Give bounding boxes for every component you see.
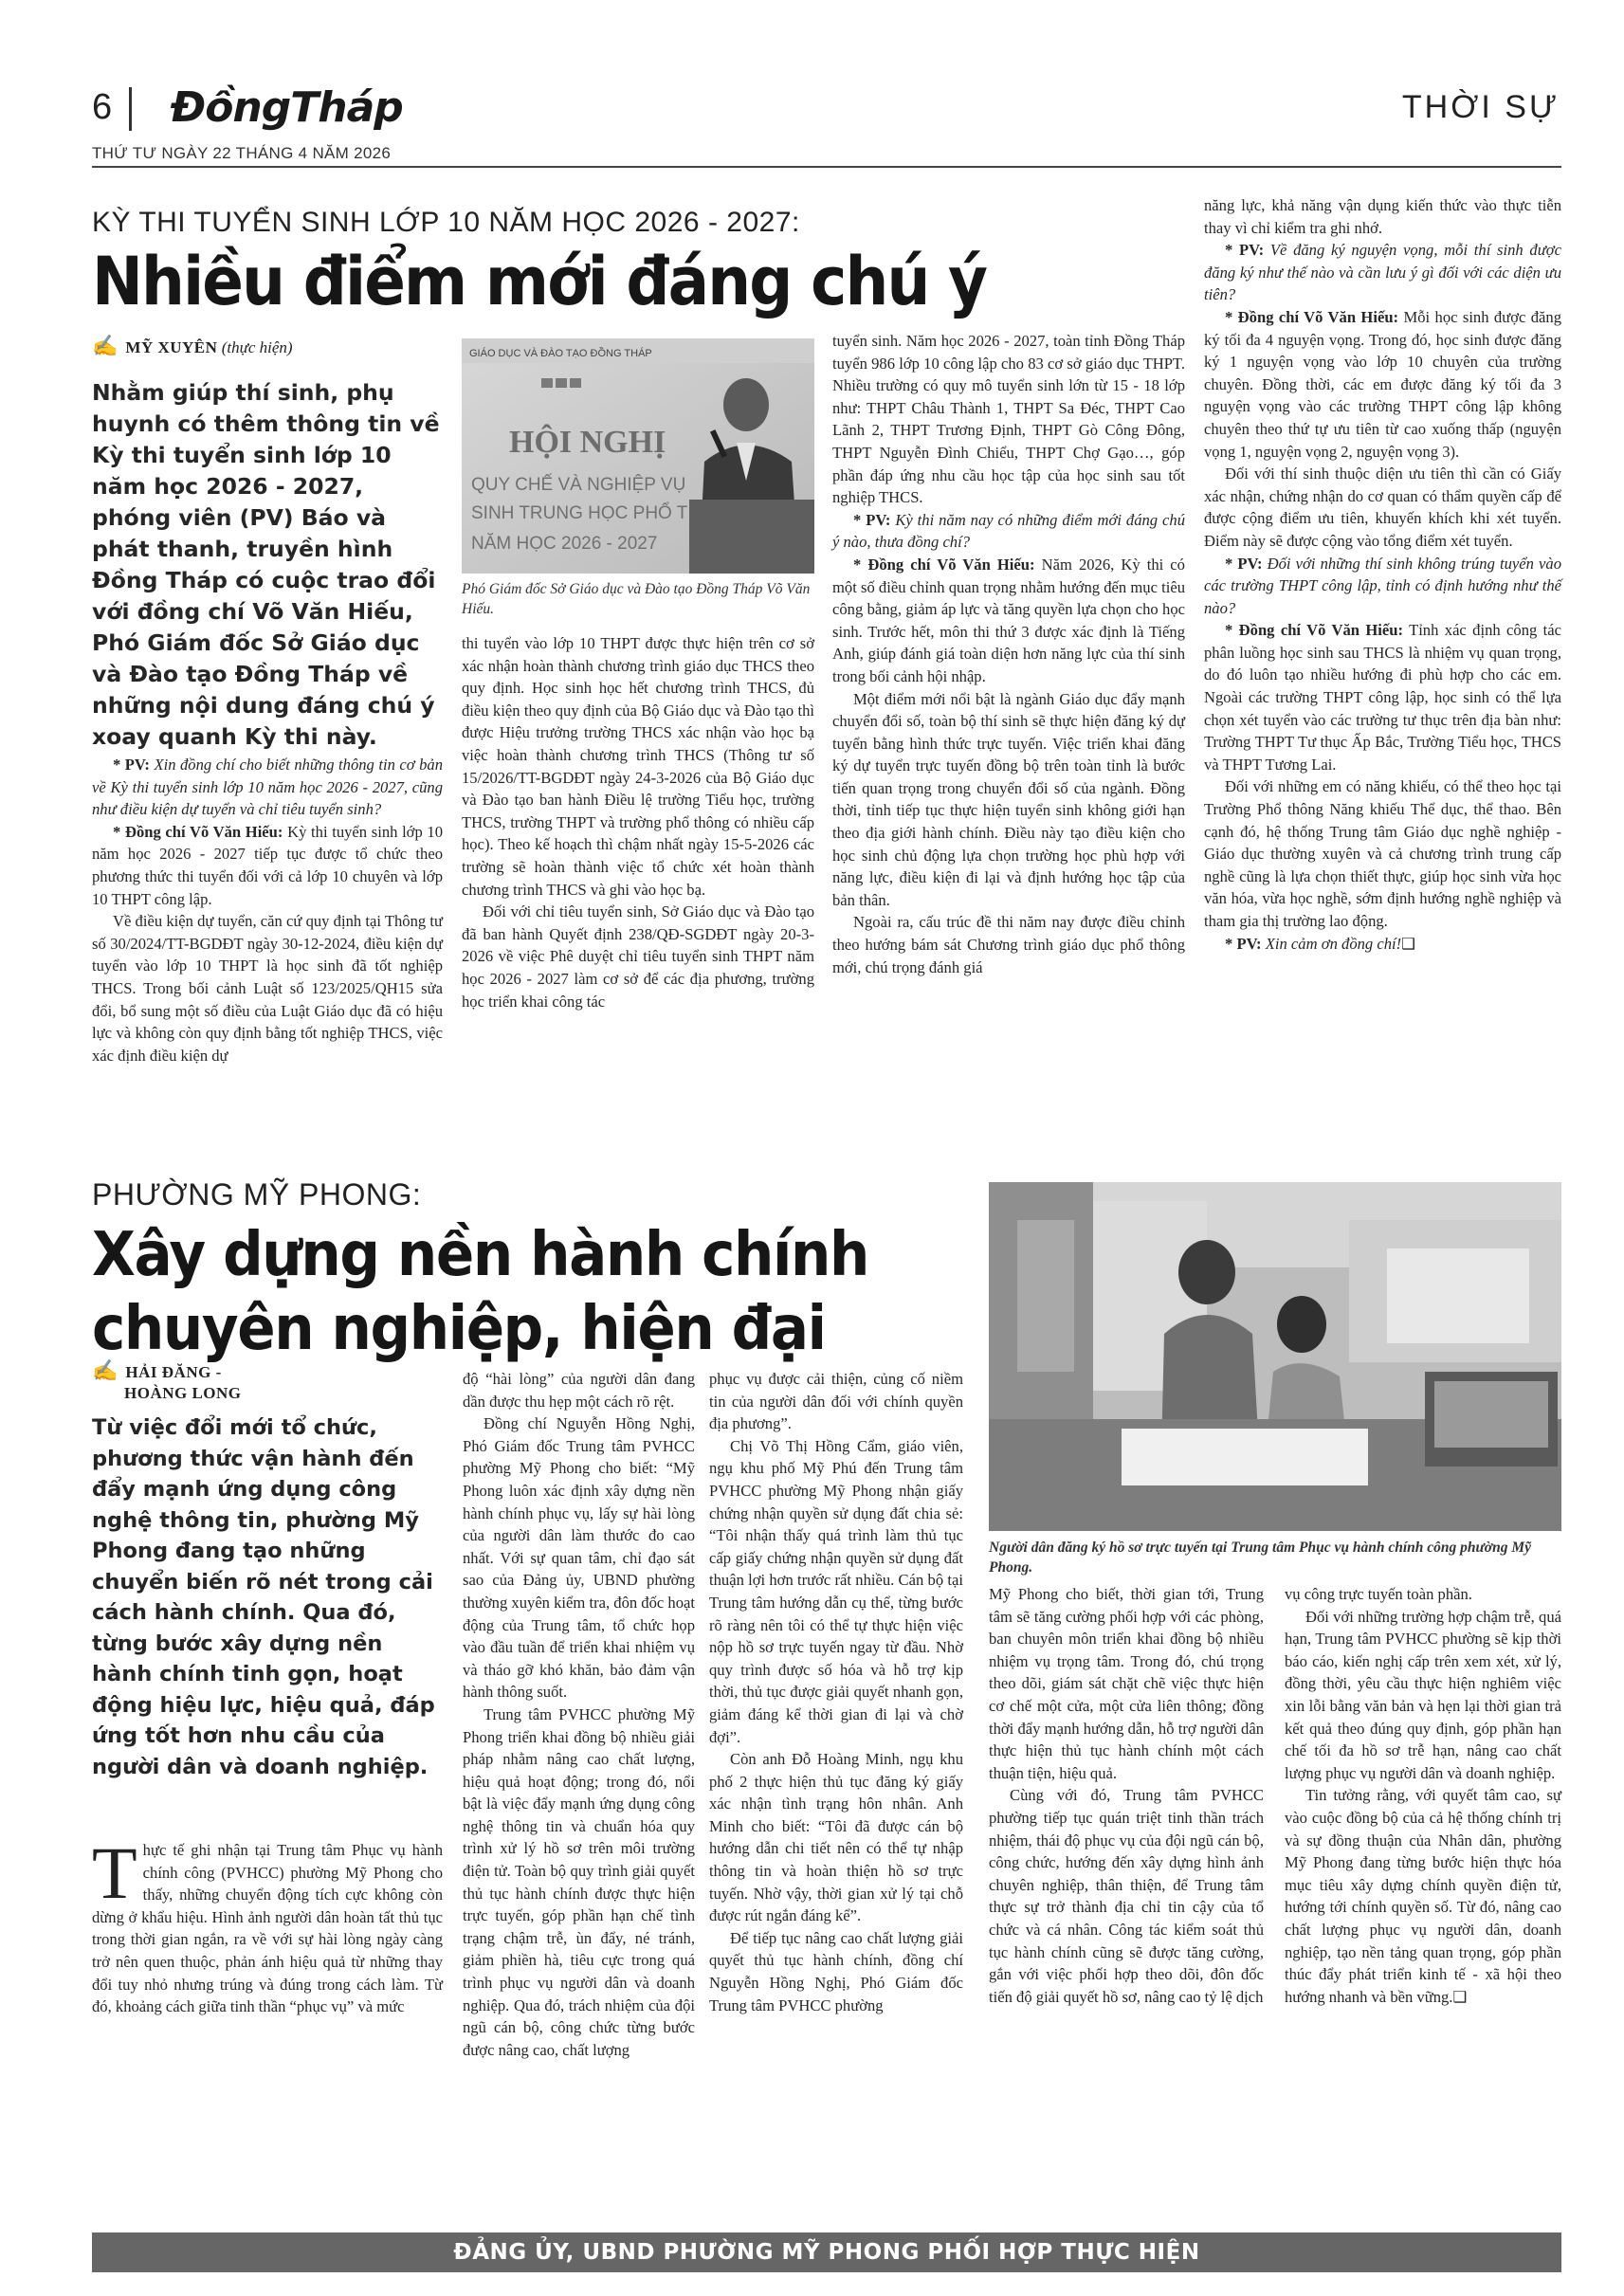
article2-lead: Từ việc đổi mới tổ chức, phương thức vận hành đến đẩy mạnh ứng dụng công nghệ thông tin, phường Mỹ Phong đang tạo những chuyển biến rõ nét trong cải cách hành chính. Qua đó, từng bước xây dựng nền hành chính tinh gọn, hoạt động hiệu lực, hiệu quả, đáp ứng tốt hơn nhu cầu của người dân và doanh nghiệp.	[92, 1415, 435, 1779]
paragraph: Đồng chí Nguyễn Hồng Nghị, Phó Giám đốc Trung tâm PVHCC phường Mỹ Phong cho biết: “Mỹ Phong luôn xác định xây dựng nền hành chính phục vụ, lấy sự hài lòng của người dân làm thước đo cao nhất. Với sự quan tâm, chỉ đạo sát sao của Đảng ủy, UBND phường thường xuyên kiểm tra, đôn đốc hoạt động của Trung tâm, tổ chức họp vào đầu tuần để triển khai nhiệm vụ và tháo gỡ khó khăn, bảo đảm vận hành thông suốt.	[463, 1414, 695, 1702]
conference-photo-illustration	[462, 338, 814, 574]
article2-column-5	[1285, 1583, 1561, 2008]
pen-icon: ✍	[92, 334, 119, 357]
article1-kicker: KỲ THI TUYỂN SINH LỚP 10 NĂM HỌC 2026 - 2027:	[92, 207, 800, 238]
paragraph: Về điều kiện dự tuyển, căn cứ quy định tại Thông tư số 30/2024/TT-BGDĐT ngày 30-12-2024, điều kiện dự tuyển vào lớp 10 THPT là học sinh đã tốt nghiệp THCS. Trong bối cảnh Luật số 123/2025/QH15 sửa đổi, bổ sung một số điều của Luật Giáo dục đã có hiệu lực và không còn quy định bằng tốt nghiệp THCS, việc xác định điều kiện dự	[92, 912, 443, 1065]
end-mark-icon: ❑	[1401, 934, 1416, 953]
article2-column-4	[989, 1583, 1264, 2008]
drop-cap: T	[92, 1831, 137, 1914]
paragraph: Chị Võ Thị Hồng Cẩm, giáo viên, ngụ khu phố Mỹ Phú đến Trung tâm PVHCC phường Mỹ Phong nhận giấy chứng nhận quyền sử dụng đất chia sẻ: “Tôi nhận thấy quá trình làm thủ tục cấp giấy chứng nhận quyền sử dụng đất thuận lợi hơn trước rất nhiều. Cán bộ tại Trung tâm hướng dẫn cụ thể, từng bước rõ ràng nên tôi có thể tự thực hiện việc nộp hồ sơ trực tuyến ngay từ đầu. Nhờ quy trình được số hóa và hỗ trợ kịp thời, thủ tục được giải quyết nhanh gọn, giảm đáng kể thời gian đi lại và chờ đợi”.	[709, 1436, 963, 1746]
answer-1: * Đồng chí Võ Văn Hiếu: Kỳ thi tuyển sinh lớp 10 năm học 2026 - 2027 tiếp tục được tổ chức theo phương thức thi tuyển đối với cả lớp 10 chuyên và lớp 10 THPT công lập.	[92, 822, 444, 908]
article2-column-2	[463, 1368, 695, 2061]
paragraph: độ “hài lòng” của người dân đang dần được thu hẹp một cách rõ rệt.	[463, 1370, 695, 1411]
paragraph: Cùng với đó, Trung tâm PVHCC phường tiếp tục quán triệt tinh thần trách nhiệm, thái độ phục vụ của đội ngũ cán bộ, công chức, hướng đến xây dựng hình ảnh chuyên nghiệp, thân thiện, để Trung tâm thực sự trở thành địa chỉ tin cậy của tổ chức và cá nhân. Công tác kiểm soát thủ tục hành chính cũng sẽ được tăng cường, gắn với việc phối hợp theo dõi, đôn đốc tiến độ giải quyết hồ sơ, nâng cao tỷ lệ dịch	[989, 1786, 1264, 2006]
conference-photo-caption: Phó Giám đốc Sở Giáo dục và Đào tạo Đồng Tháp Võ Văn Hiếu.	[462, 581, 811, 617]
pen-icon: ✍	[92, 1358, 119, 1382]
paragraph: Ngoài ra, cấu trúc đề thi năm nay được điều chỉnh theo hướng bám sát Chương trình giáo dục phổ thông mới, chú trọng đánh giá	[832, 913, 1185, 976]
article1-column-1	[92, 754, 443, 1066]
paragraph: Tin tưởng rằng, với quyết tâm cao, sự vào cuộc đồng bộ của cả hệ thống chính trị và sự đồng thuận của Nhân dân, phường Mỹ Phong đang từng bước hiện thực hóa mục tiêu xây dựng chính quyền điện tử, hướng tới chính quyền số. Từ đó, nâng cao chất lượng phục vụ người dân, doanh nghiệp, tạo nền tảng quan trọng, góp phần thúc đẩy phát triển kinh tế - xã hội theo hướng nhanh và bền vững.❑	[1285, 1786, 1561, 2006]
article1-lead: Nhằm giúp thí sinh, phụ huynh có thêm thông tin về Kỳ thi tuyển sinh lớp 10 năm học 2026 - 2027, phóng viên (PV) Báo và phát thanh, truyền hình Đồng Tháp có cuộc trao đổi với đồng chí Võ Văn Hiếu, Phó Giám đốc Sở Giáo dục và Đào tạo Đồng Tháp về những nội dung đáng chú ý xoay quanh Kỳ thi này.	[92, 379, 440, 750]
paragraph: Còn anh Đỗ Hoàng Minh, ngụ khu phố 2 thực hiện thủ tục đăng ký giấy xác nhận tình trạng hôn nhân. Anh Minh cho biết: “Tôi đã được cán bộ hướng dẫn chi tiết nên có thể tự nhập thông tin và hoàn thiện hồ sơ trực tuyến. Nhờ vậy, thời gian xử lý tại chỗ được rút ngắn đáng kể”.	[709, 1750, 963, 1925]
paragraph: Đối với những em có năng khiếu, có thể theo học tại Trường Phổ thông Năng khiếu Thể dục, thể thao. Bên cạnh đó, hệ thống Trung tâm Giáo dục nghề nghiệp - Giáo dục thường xuyên và cả chương trình trung cấp nghề cũng là lựa chọn thiết thực, giúp học sinh vừa học văn hóa, vừa học nghề, sớm định hướng nghề nghiệp và tham gia thị trường lao động.	[1204, 777, 1561, 930]
paragraph: Đối với chỉ tiêu tuyển sinh, Sở Giáo dục và Đào tạo đã ban hành Quyết định 238/QĐ-SGDĐT ngày 20-3-2026 về việc Phê duyệt chỉ tiêu tuyển sinh THPT năm học 2026 - 2027 làm cơ sở để các địa phương, trường học triển khai công tác	[462, 902, 814, 1011]
conference-photo	[462, 338, 814, 574]
footer-credit: ĐẢNG ỦY, UBND PHƯỜNG MỸ PHONG PHỐI HỢP THỰC HIỆN	[453, 2240, 1200, 2265]
masthead-logo: ĐồngTháp	[171, 83, 403, 132]
answer-2: * Đồng chí Võ Văn Hiếu: Năm 2026, Kỳ thi có một số điều chỉnh quan trọng nhằm hướng đến mục tiêu công bằng, giảm áp lực và tăng quyền lựa chọn cho học sinh. Trước hết, môn thi thứ 3 được xác định là Tiếng Anh, giúp đánh giá toàn diện hơn năng lực của thí sinh trong bối cảnh hội nhập.	[832, 555, 1185, 685]
pv-question-3: * PV: Về đăng ký nguyện vọng, mỗi thí sinh được đăng ký như thế nào và cần lưu ý gì đối với các diện ưu tiên?	[1204, 241, 1561, 304]
article1-column-3	[832, 330, 1185, 978]
paragraph: vụ công trực tuyến toàn phần.	[1285, 1585, 1472, 1603]
article1-column-4	[1204, 194, 1561, 955]
paragraph: Một điểm mới nổi bật là ngành Giáo dục đẩy mạnh chuyển đổi số, toàn bộ thí sinh sẽ thực hiện đăng ký dự tuyển bằng hình thức trực tuyến. Việc triển khai đăng ký dự tuyển trực tuyến đồng bộ trên toàn tỉnh là bước tiến quan trọng trong chuyển đổi số của ngành. Đồng thời, tỉnh tiếp tục thực hiện tuyển sinh không giới hạn theo địa giới hành chính. Điều này tạo điều kiện cho học sinh chủ động lựa chọn trường học phù hợp với năng lực, điều kiện đi lại và định hướng học tập của bản thân.	[832, 689, 1185, 909]
paragraph: phục vụ được cải thiện, củng cố niềm tin của người dân đối với chính quyền địa phương”.	[709, 1370, 963, 1433]
service-center-photo-caption: Người dân đăng ký hồ sơ trực tuyến tại Trung tâm Phục vụ hành chính công phường Mỹ Phong.	[989, 1540, 1532, 1576]
page-number: 6	[92, 87, 113, 127]
paragraph: Để tiếp tục nâng cao chất lượng giải quyết thủ tục hành chính, đồng chí Nguyễn Hồng Nghị, Phó Giám đốc Trung tâm PVHCC phường	[709, 1928, 963, 2014]
banner-line4: NĂM HỌC 2026 - 2027	[471, 534, 658, 554]
header-rule	[92, 166, 1561, 168]
issue-date: THỨ TƯ NGÀY 22 THÁNG 4 NĂM 2026	[92, 144, 392, 162]
service-center-photo	[989, 1182, 1561, 1531]
banner-org: GIÁO DỤC VÀ ĐÀO TẠO ĐỒNG THÁP	[469, 348, 652, 359]
article1-byline	[92, 334, 293, 358]
article2-kicker: PHƯỜNG MỸ PHONG:	[92, 1177, 422, 1212]
banner-title: HỘI NGHỊ	[509, 425, 666, 460]
paragraph: Đối với những trường hợp chậm trễ, quá hạn, Trung tâm PVHCC phường sẽ kịp thời báo cáo, kiến nghị cấp trên xem xét, xử lý, đồng thời, yêu cầu thực hiện nghiêm việc xin lỗi bằng văn bản và hẹn lại thời gian trả kết quả theo đúng quy định, góp phần hạn chế tối đa hồ sơ trễ hạn, nâng cao chất lượng phục vụ người dân và doanh nghiệp.	[1285, 1607, 1561, 1782]
paragraph: Thực tế ghi nhận tại Trung tâm Phục vụ hành chính công (PVHCC) phường Mỹ Phong cho thấy, những chuyển động tích cực không còn dừng ở khẩu hiệu. Hình ảnh người dân hoàn tất thủ tục trong thời gian ngắn, ra về với sự hài lòng ngày càng trở nên quen thuộc, phản ánh hiệu quả từ những thay đổi tuy nhỏ nhưng trúng và đúng trong cách làm. Từ đó, khoảng cách giữa tinh thần “phục vụ” và mức	[92, 1831, 443, 2016]
pv-question-1: * PV: Xin đồng chí cho biết những thông tin cơ bản về Kỳ thi tuyển sinh lớp 10 năm học 2026 - 2027, cũng như điều kiện dự tuyển và chỉ tiêu tuyển sinh?	[92, 756, 443, 819]
paragraph: Mỹ Phong cho biết, thời gian tới, Trung tâm sẽ tăng cường phối hợp với các phòng, ban chuyên môn triển khai đồng bộ nhiều nhiệm vụ trọng tâm. Trong đó, chú trọng theo dõi, giám sát chặt chẽ việc thực hiện cơ chế một cửa, một cửa liên thông; đồng thời đẩy mạnh hướng dẫn, hỗ trợ người dân thực hiện thủ tục hành chính một cách thuận tiện, hiệu quả.	[989, 1585, 1264, 1782]
section-label: THỜI SỰ	[1401, 89, 1560, 125]
article2-title: Xây dựng nền hành chính chuyên nghiệp, hiện đại	[92, 1220, 868, 1364]
header-divider	[129, 87, 132, 131]
paragraph: Đối với thí sinh thuộc diện ưu tiên thì cần có Giấy xác nhận, chứng nhận do cơ quan có thẩm quyền cấp để được cộng điểm ưu tiên, khuyến khích khi xét tuyển. Điểm này sẽ được cộng vào tổng điểm xét tuyển.	[1204, 465, 1561, 550]
paragraph: Trung tâm PVHCC phường Mỹ Phong triển khai đồng bộ nhiều giải pháp nhằm nâng cao chất lượng, hiệu quả hoạt động; trong đó, nổi bật là việc đẩy mạnh ứng dụng công nghệ thông tin và chuẩn hóa quy trình xử lý hồ sơ trên môi trường điện tử. Toàn bộ quy trình giải quyết thủ tục hành chính được thực hiện trực tuyến, góp phần hạn chế tình trạng chậm trễ, ùn đẩy, né tránh, giảm phiền hà, tiêu cực trong quá trình phục vụ người dân và doanh nghiệp. Qua đó, trách nhiệm của đội ngũ cán bộ, công chức từng bước được nâng cao, chất lượng	[463, 1704, 695, 2059]
paragraph: thi tuyển vào lớp 10 THPT được thực hiện trên cơ sở xác nhận hoàn thành chương trình giáo dục THCS theo quy định. Học sinh học hết chương trình THCS, đủ điều kiện theo quy định của Bộ Giáo dục và Đào tạo thì được Hiệu trưởng trường THCS xác nhận vào học bạ việc hoàn thành chương trình THCS (Thông tư số 15/2026/TT-BGDĐT ngày 24-3-2026 của Bộ Giáo dục và Đào tạo ban hành Điều lệ trường Tiểu học, trường THCS, trường THPT và trường phổ thông có nhiều cấp học). Theo kế hoạch thì chậm nhất ngày 15-5-2026 các trường sẽ hoàn thành việc tổ chức xét hoàn thành chương trình THCS và ghi vào học bạ.	[462, 634, 814, 899]
article2-byline: ✍ HẢI ĐĂNG - HOÀNG LONG	[92, 1358, 242, 1402]
service-center-illustration	[989, 1182, 1561, 1531]
byline-author: MỸ XUYÊN	[125, 338, 218, 356]
byline-role: (thực hiện)	[221, 338, 293, 356]
banner-line2: QUY CHẾ VÀ NGHIỆP VỤ	[471, 475, 686, 495]
pv-question-4: * PV: Đối với những thí sinh không trúng tuyển vào các trường THPT công lập, tỉnh có định hướng như thế nào?	[1204, 554, 1561, 617]
answer-3: * Đồng chí Võ Văn Hiếu: Mỗi học sinh được đăng ký tối đa 4 nguyện vọng. Trong đó, học sinh được đăng ký 1 nguyện vọng vào lớp 10 chuyên của trường chuyên. Đồng thời, các em được đăng ký tối đa 3 nguyện vọng vào các trường THPT công lập không chuyên theo thứ tự ưu tiên từ cao xuống thấp (nguyện vọng 1, nguyện vọng 2, nguyện vọng 3).	[1204, 307, 1561, 461]
article1-column-2	[462, 632, 814, 1012]
answer-4: * Đồng chí Võ Văn Hiếu: Tỉnh xác định công tác phân luồng học sinh sau THCS là nhiệm vụ quan trọng, do đó luôn tạo nhiều hướng đi phù hợp cho các em. Ngoài các trường THPT công lập, học sinh có thể lựa chọn xét tuyển vào các trường tư thục trên địa bàn như: Trường THPT Tư thục Ấp Bắc, Trường Tiểu học, THCS và THPT Tương Lai.	[1204, 621, 1561, 774]
article2-column-1	[92, 1831, 443, 2018]
article2-column-3	[709, 1368, 963, 2016]
pv-question-2: * PV: Kỳ thi năm nay có những điểm mới đáng chú ý nào, thưa đồng chí?	[832, 510, 1185, 552]
pv-closing: * PV: Xin cảm ơn đồng chí!❑	[1225, 934, 1416, 953]
paragraph: năng lực, khả năng vận dụng kiến thức vào thực tiễn thay vì chỉ kiểm tra ghi nhớ.	[1204, 196, 1561, 237]
article1-title: Nhiều điểm mới đáng chú ý	[92, 243, 987, 320]
banner-line3: SINH TRUNG HỌC PHỔ T	[471, 503, 688, 523]
paragraph: tuyển sinh. Năm học 2026 - 2027, toàn tỉnh Đồng Tháp tuyển 986 lớp 10 công lập cho 83 cơ sở giáo dục THPT. Nhiều trường có quy mô tuyển sinh lớn từ 15 - 18 lớp như: THPT Châu Thành 1, THPT Sa Đéc, THPT Cao Lãnh 2, THPT Trương Định, THPT Gò Công Đông, THPT Nguyễn Đình Chiểu, THPT Chợ Gạo…, góp phần đáp ứng nhu cầu học tập của học sinh sau tốt nghiệp THCS.	[832, 332, 1185, 507]
end-mark-icon: ❑	[1452, 1987, 1468, 2006]
